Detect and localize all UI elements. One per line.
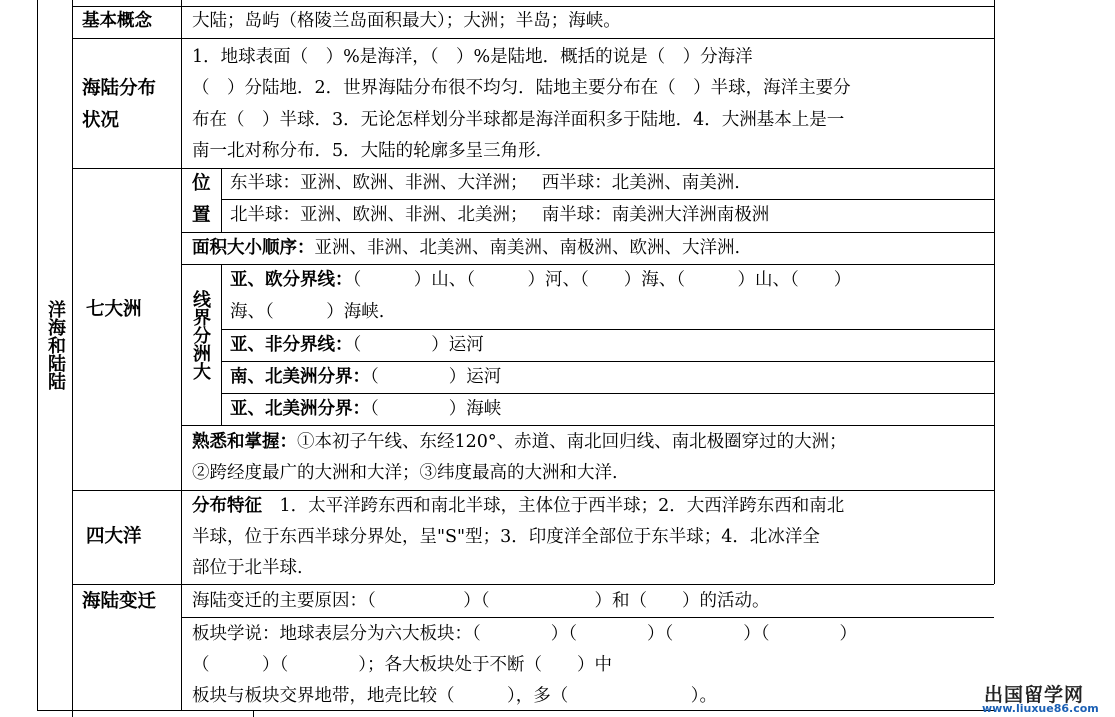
distribution-label: 海陆分布 [82, 78, 157, 99]
table-border [72, 38, 994, 39]
distribution-line: 布在（ ）半球．3．无论怎样划分半球都是海洋面积多于陆地．4．大洲基本上是一 [192, 110, 845, 130]
area-order [192, 233, 740, 265]
boundary-americas [230, 362, 501, 394]
boundary-asia-namerica-text: （ ）海峡 [370, 399, 502, 419]
familiar-label: 熟悉和掌握： [192, 432, 297, 452]
table-border [994, 0, 995, 584]
distribution-label: 状况 [82, 110, 120, 131]
boundary-asia-europe [230, 265, 851, 297]
position-label: 置 [192, 205, 211, 226]
boundary-asia-europe-cont: 海、（ ）海峡. [230, 302, 385, 322]
boundary-asia-africa-label: 亚、非分界线： [230, 335, 353, 355]
familiar-line-1 [192, 427, 847, 459]
change-cause: 海陆变迁的主要原因：（ ）（ ）和（ ）的活动。 [192, 591, 770, 611]
distribution-line: 1．地球表面（ ）%是海洋，（ ）%是陆地．概括的说是（ ）分海洋 [192, 47, 753, 67]
side-label: 洋海和陆陆 [45, 300, 66, 390]
table-border [181, 584, 182, 710]
plate-line-1: 板块学说：地球表层分为六大板块：（ ）（ ）（ ）（ ） [192, 624, 857, 644]
area-order-label: 面积大小顺序： [192, 238, 315, 258]
watermark-title: 出国留学网 [984, 684, 1085, 706]
position-label: 位 [192, 173, 211, 194]
oceans-feature-label: 分布特征 [192, 496, 262, 516]
oceans-line-2: 半球，位于东西半球分界处，呈"S"型；3．印度洋全部位于东半球；4．北冰洋全 [192, 527, 820, 547]
area-order-text: 亚洲、非洲、北美洲、南美洲、南极洲、欧洲、大洋洲. [314, 238, 741, 258]
table-border [37, 0, 38, 710]
boundary-americas-label: 南、北美洲分界： [230, 367, 370, 387]
plate-line-3: 板块与板块交界地带，地壳比较（ ），多（ ）。 [192, 686, 717, 706]
basic-concept-text: 大陆；岛屿（格陵兰岛面积最大）；大洲；半岛；海峡。 [192, 11, 621, 31]
watermark-url: www.liuxue86.com [982, 702, 1099, 715]
boundary-asia-europe-text: （ ）山、（ ）河、（ ）海、（ ）山、（ ） [352, 270, 852, 290]
boundary-asia-africa-text: （ ）运河 [352, 335, 484, 355]
oceans-label: 四大洋 [86, 526, 142, 547]
table-border [181, 0, 182, 584]
oceans-line-3: 部位于北半球. [192, 558, 303, 578]
oceans-text: 1．太平洋跨东西和南北半球，主体位于西半球；2．大西洋跨东西和南北 [262, 496, 845, 516]
north-south-hemisphere: 北半球：亚洲、欧洲、非洲、北美洲； 南半球：南美洲大洋洲南极洲 [230, 205, 770, 225]
distribution-line: （ ）分陆地．2．世界海陆分布很不均匀．陆地主要分布在（ ）半球，海洋主要分 [192, 78, 851, 98]
boundary-asia-europe-label: 亚、欧分界线： [230, 270, 353, 290]
continents-label: 七大洲 [86, 299, 142, 320]
east-west-hemisphere: 东半球：亚洲、欧洲、非洲、大洋洲； 西半球：北美洲、南美洲. [230, 173, 740, 193]
familiar-text: ①本初子午线、东经120°、赤道、南北回归线、南北极圈穿过的大洲； [297, 432, 847, 452]
boundary-americas-text: （ ）运河 [370, 367, 502, 387]
table-border [72, 0, 73, 717]
distribution-line: 南一北对称分布．5．大陆的轮廓多呈三角形． [192, 141, 554, 161]
boundary-asia-namerica [230, 394, 501, 426]
basic-concept-label: 基本概念 [82, 11, 152, 31]
boundary-asia-africa [230, 330, 484, 362]
table-border [221, 168, 222, 232]
oceans-line-1 [192, 491, 844, 523]
table-border [221, 264, 222, 425]
boundary-label: 线界分洲大 [190, 290, 211, 380]
plate-line-2: （ ）（ ）；各大板块处于不断（ ）中 [192, 655, 612, 675]
change-label: 海陆变迁 [82, 591, 157, 612]
boundary-asia-namerica-label: 亚、北美洲分界： [230, 399, 370, 419]
familiar-line-2: ②跨经度最广的大洲和大洋；③纬度最高的大洲和大洋. [192, 463, 618, 483]
